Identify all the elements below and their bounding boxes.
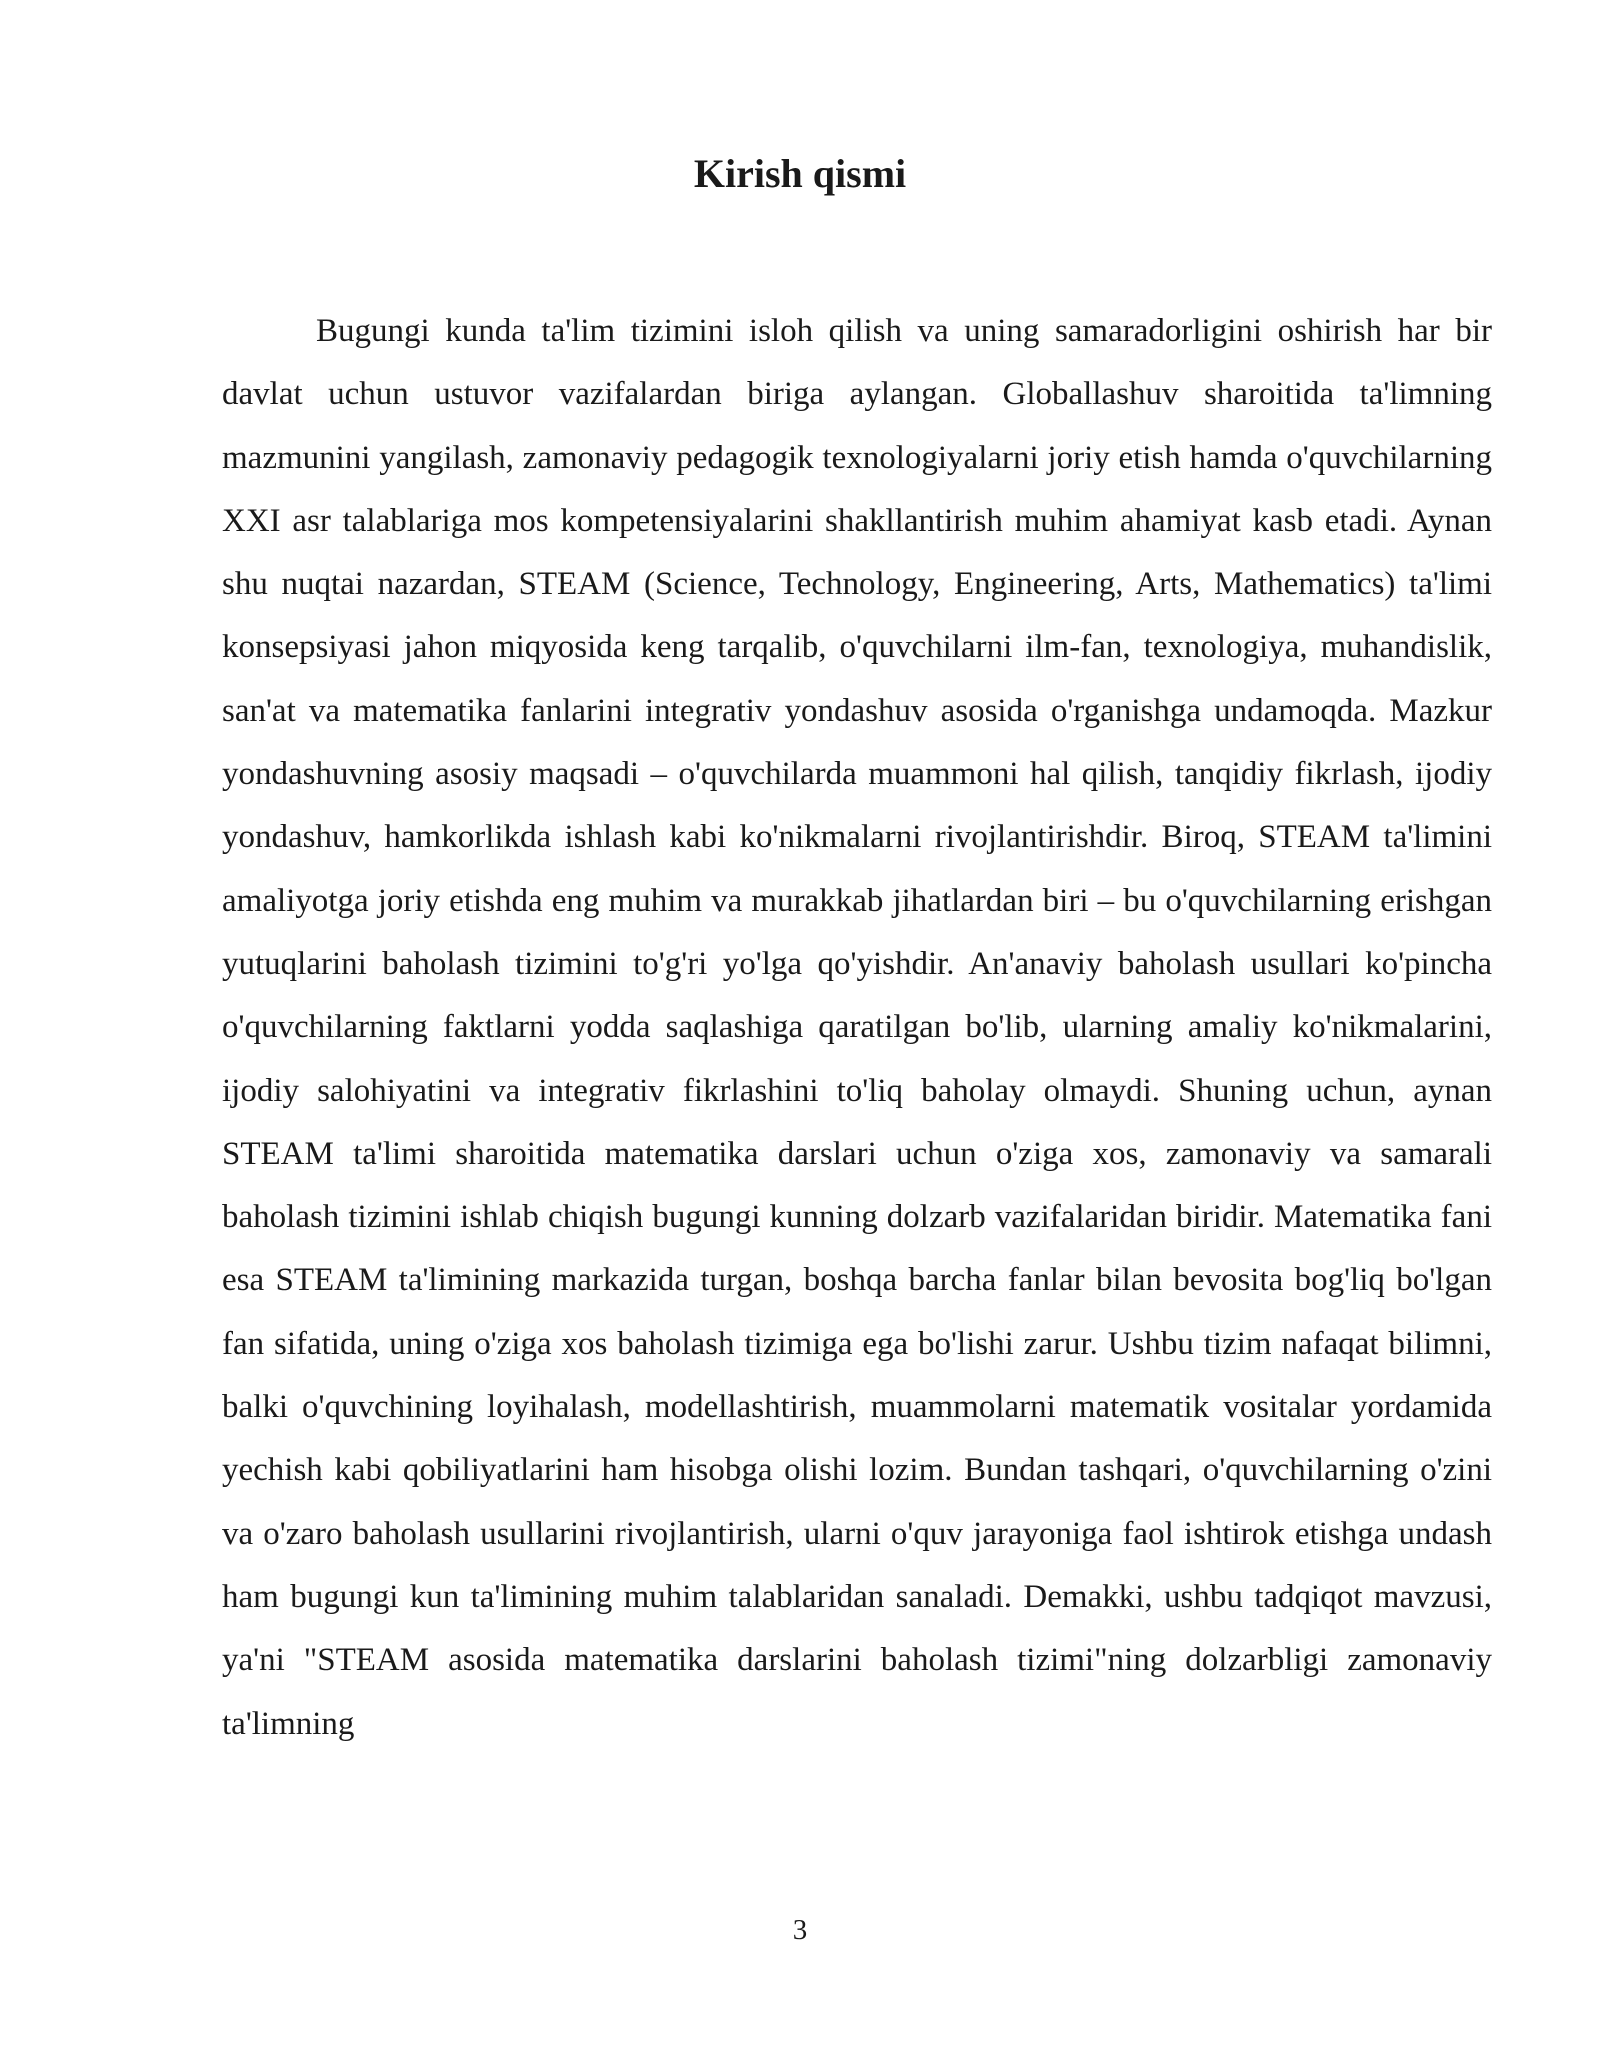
page-number: 3	[792, 1914, 808, 1946]
body-paragraph: Bugungi kunda ta'lim tizimini isloh qilish va uning samaradorligini oshirish har bir davlat uchun ustuvor vazifalardan biriga aylangan. Globallashuv sharoitida ta'limning mazmunini yangilash, zamonaviy pedagogik texnologiyalarni joriy etish hamda o'quvchilarning XXI asr talablariga mos kompetensiyalarini shakllantirish muhim ahamiyat kasb etadi. Aynan shu nuqtai nazardan, STEAM (Science, Technology, Engineering, Arts, Mathematics) ta'limi konsepsiyasi jahon miqyosida keng tarqalib, o'quvchilarni ilm-fan, texnologiya, muhandislik, san'at va matematika fanlarini integrativ yondashuv asosida o'rganishga undamoqda. Mazkur yondashuvning asosiy maqsadi – o'quvchilarda muammoni hal qilish, tanqidiy fikrlash, ijodiy yondashuv, hamkorlikda ishlash kabi ko'nikmalarni rivojlantirishdir. Biroq, STEAM ta'limini amaliyotga joriy etishda eng muhim va murakkab jihatlardan biri – bu o'quvchilarning erishgan yutuqlarini baholash tizimini to'g'ri yo'lga qo'yishdir. An'anaviy baholash usullari ko'pincha o'quvchilarning faktlarni yodda saqlashiga qaratilgan bo'lib, ularning amaliy ko'nikmalarini, ijodiy salohiyatini va integrativ fikrlashini to'liq baholay olmaydi. Shuning uchun, aynan STEAM ta'limi sharoitida matematika darslari uchun o'ziga xos, zamonaviy va samarali baholash tizimini ishlab chiqish bugungi kunning dolzarb vazifalaridan biridir. Matematika fani esa STEAM ta'limining markazida turgan, boshqa barcha fanlar bilan bevosita bog'liq bo'lgan fan sifatida, uning o'ziga xos baholash tizimiga ega bo'lishi zarur. Ushbu tizim nafaqat bilimni, balki o'quvchining loyihalash, modellashtirish, muammolarni matematik vositalar yordamida yechish kabi qobiliyatlarini ham hisobga olishi lozim. Bundan tashqari, o'quvchilarning o'zini va o'zaro baholash usullarini rivojlantirish, ularni o'quv jarayoniga faol ishtirok etishga undash ham bugungi kun ta'limining muhim talablaridan sanaladi. Demakki, ushbu tadqiqot mavzusi, ya'ni "STEAM asosida matematika darslarini baholash tizimi"ning dolzarbligi zamonaviy ta'limning	[222, 313, 1492, 1742]
section-title: Kirish qismi	[693, 151, 907, 196]
